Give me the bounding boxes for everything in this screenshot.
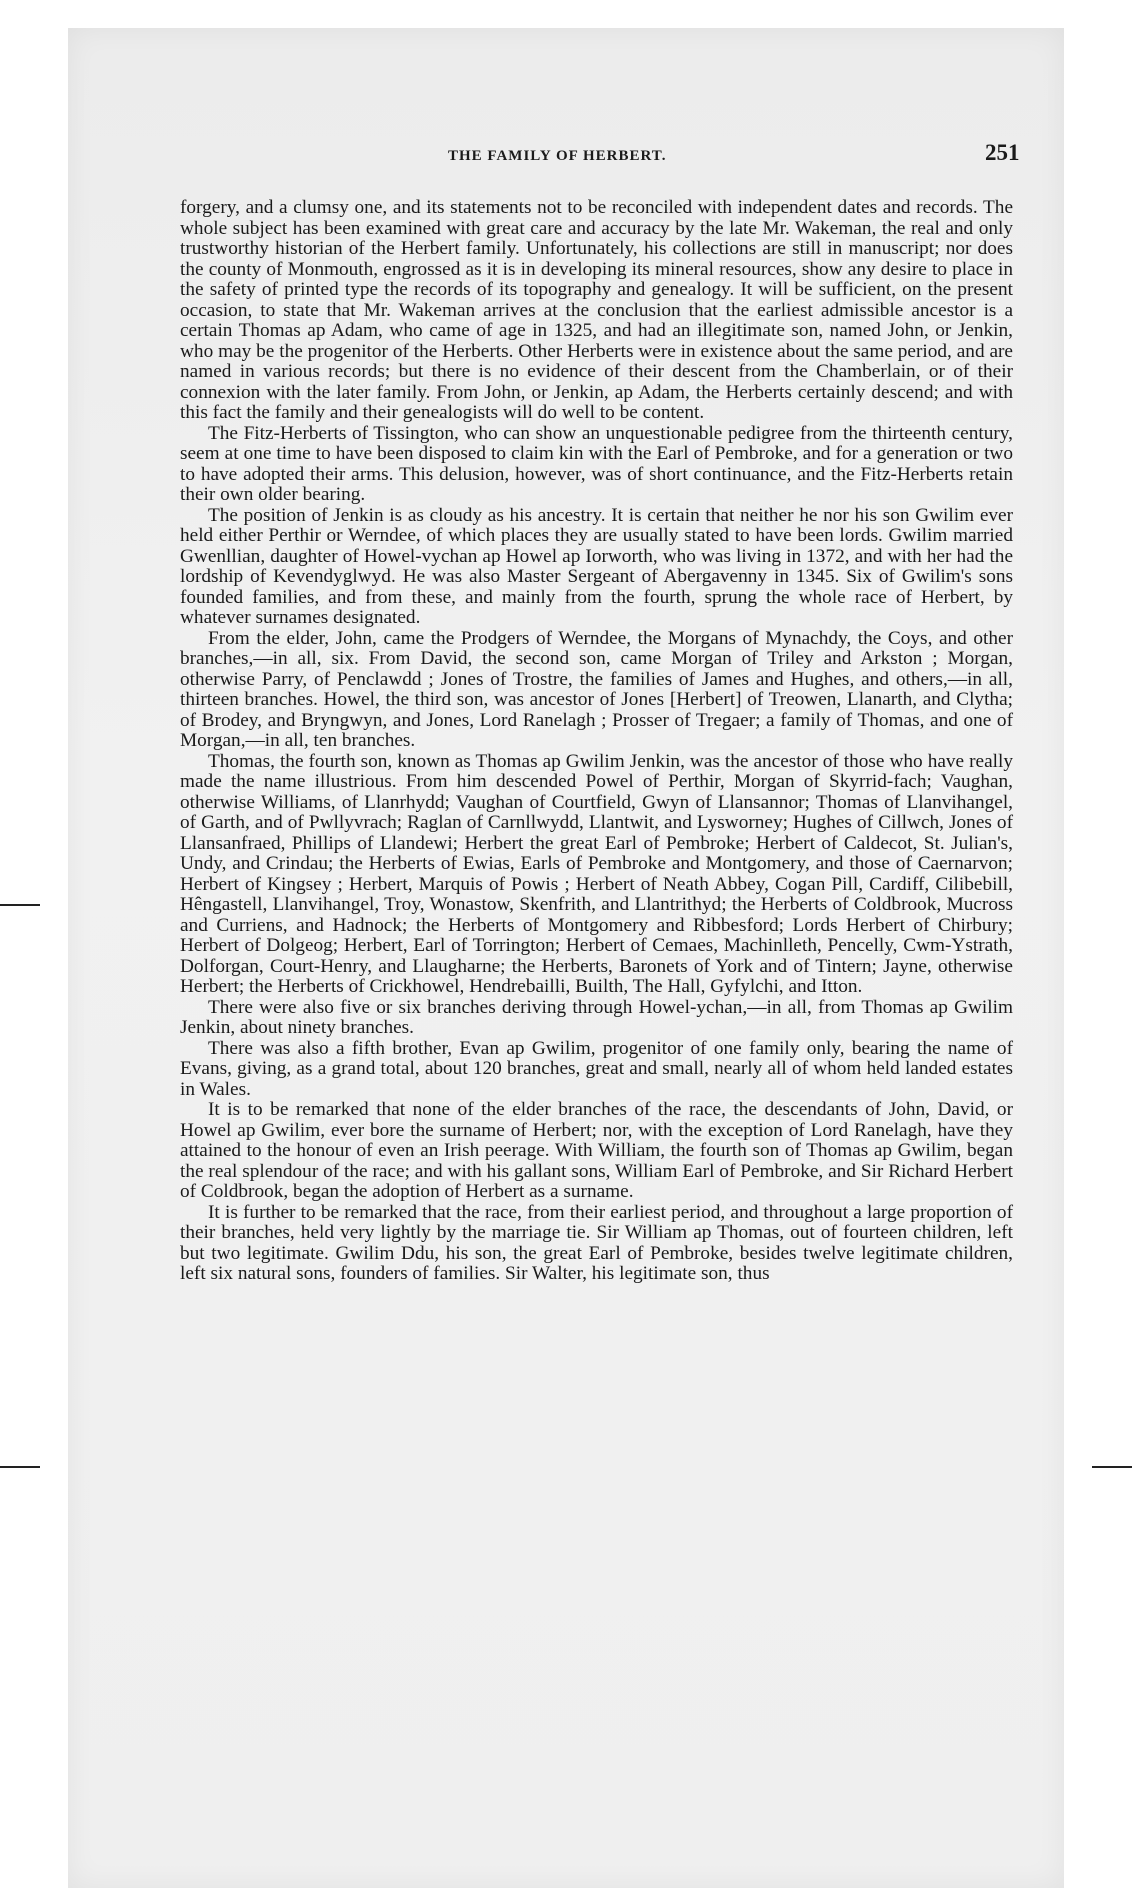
running-title: THE FAMILY OF HERBERT. xyxy=(448,148,667,164)
paragraph: The position of Jenkin is as cloudy as his ancestry. It is certain that neither he nor his son Gwilim ever held either Perthir or Werndee, of which places they are usually stated to have been lords. Gwilim married Gwenllian, daughter of Howel-vychan ap Howel ap Iorworth, who was living in 1372, and with her had the lordship of Kevendyglwyd. He was also Master Sergeant of Abergavenny in 1345. Six of Gwilim's sons founded families, and from these, and mainly from the fourth, sprung the whole race of Herbert, by whatever surnames designated. xyxy=(180,504,1013,628)
paragraph: From the elder, John, came the Prodgers of Werndee, the Morgans of Mynachdy, the Coys, and other branches,—in all, six. From David, the second son, came Morgan of Triley and Arkston ; Morgan, otherwise Parry, of Penclawdd ; Jones of Trostre, the families of James and Hughes, and others,—in all, thirteen branches. Howel, the third son, was ancestor of Jones [Herbert] of Treowen, Llanarth, and Clytha; of Brodey, and Bryngwyn, and Jones, Lord Ranelagh ; Prosser of Tregaer; a family of Thomas, and one of Morgan,—in all, ten branches. xyxy=(180,627,1013,751)
paragraph: The Fitz-Herberts of Tissington, who can show an unquestionable pedigree from the thirteenth century, seem at one time to have been disposed to claim kin with the Earl of Pembroke, and for a generation or two to have adopted their arms. This delusion, however, was of short continuance, and the Fitz-Herberts retain their own older bearing. xyxy=(180,422,1013,505)
paragraph: There were also five or six branches deriving through Howel-ychan,—in all, from Thomas ap Gwilim Jenkin, about ninety branches. xyxy=(180,996,1013,1038)
left-margin-rule-top xyxy=(0,904,40,906)
body-text xyxy=(180,198,1013,1285)
right-margin-rule xyxy=(1092,1466,1132,1468)
paragraph: It is to be remarked that none of the elder branches of the race, the descendants of John, David, or Howel ap Gwilim, ever bore the surname of Herbert; nor, with the exception of Lord Ranelagh, have they attained to the honour of even an Irish peerage. With William, the fourth son of Thomas ap Gwilim, began the real splendour of the race; and with his gallant sons, William Earl of Pembroke, and Sir Richard Herbert of Coldbrook, began the adoption of Herbert as a surname. xyxy=(180,1099,1013,1202)
paragraph: There was also a fifth brother, Evan ap Gwilim, progenitor of one family only, bearing the name of Evans, giving, as a grand total, about 120 branches, great and small, nearly all of whom held landed estates in Wales. xyxy=(180,1037,1013,1100)
page-number: 251 xyxy=(985,140,1020,165)
paragraph: Thomas, the fourth son, known as Thomas ap Gwilim Jenkin, was the ancestor of those who have really made the name illustrious. From him descended Powel of Perthir, Morgan of Skyrrid-fach; Vaughan, otherwise Williams, of Llanrhydd; Vaughan of Courtfield, Gwyn of Llansannor; Thomas of Llanvihangel, of Garth, and of Pwllyvrach; Raglan of Carnllwydd, Llantwit, and Lysworney; Hughes of Cillwch, Jones of Llansanfraed, Phillips of Llandewi; Herbert the great Earl of Pembroke; Herbert of Caldecot, St. Julian's, Undy, and Crindau; the Herberts of Ewias, Earls of Pembroke and Montgomery, and those of Caernarvon; Herbert of Kingsey ; Herbert, Marquis of Powis ; Herbert of Neath Abbey, Cogan Pill, Cardiff, Cilibebill, Hêngastell, Llanvihangel, Troy, Wonastow, Skenfrith, and Llantrithyd; the Herberts of Coldbrook, Mucross and Curriens, and Hadnock; the Herberts of Montgomery and Ribbesford; Lords Herbert of Chirbury; Herbert of Dolgeog; Herbert, Earl of Torrington; Herbert of Cemaes, Machinlleth, Pencelly, Cwm-Ystrath, Dolforgan, Court-Henry, and Llaugharne; the Herberts, Baronets of York and of Tintern; Jayne, otherwise Herbert; the Herberts of Crickhowel, Hendrebailli, Builth, The Hall, Gyfylchi, and Itton. xyxy=(180,750,1013,997)
paragraph: It is further to be remarked that the race, from their earliest period, and throughout a large proportion of their branches, held very lightly by the marriage tie. Sir William ap Thomas, out of fourteen children, left but two legitimate. Gwilim Ddu, his son, the great Earl of Pembroke, besides twelve legitimate children, left six natural sons, founders of families. Sir Walter, his legitimate son, thus xyxy=(180,1201,1013,1284)
left-margin-rule-bottom xyxy=(0,1466,40,1468)
paragraph: forgery, and a clumsy one, and its statements not to be reconciled with independent dates and records. The whole subject has been examined with great care and accuracy by the late Mr. Wakeman, the real and only trustworthy historian of the Herbert family. Unfortunately, his collections are still in manuscript; nor does the county of Monmouth, engrossed as it is in developing its mineral resources, show any desire to place in the safety of printed type the records of its topography and genealogy. It will be sufficient, on the present occasion, to state that Mr. Wakeman arrives at the conclusion that the earliest admissible ancestor is a certain Thomas ap Adam, who came of age in 1325, and had an illegitimate son, named John, or Jenkin, who may be the progenitor of the Herberts. Other Herberts were in existence about the same period, and are named in various records; but there is no evidence of their descent from the Chamberlain, or of their connexion with the later family. From John, or Jenkin, ap Adam, the Herberts certainly descend; and with this fact the family and their genealogists will do well to be content. xyxy=(180,197,1013,423)
